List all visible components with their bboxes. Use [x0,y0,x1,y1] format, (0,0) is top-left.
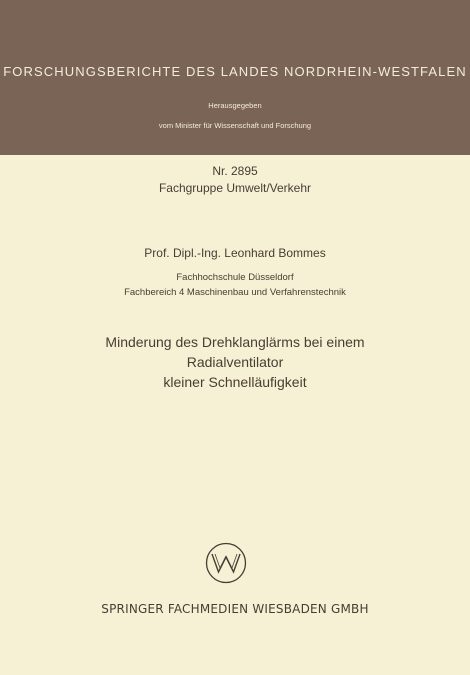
editor-label: Herausgegeben [208,101,262,110]
springer-w-logo-icon [205,542,247,584]
editor-name: vom Minister für Wissenschaft und Forschung [158,121,312,130]
title-line-1: Minderung des Drehklanglärms bei einem [105,334,365,350]
title-line-2: Radialventilator [186,354,284,370]
author-name: Prof. Dipl.-Ing. Leonhard Bommes [144,246,326,260]
publisher-name: SPRINGER FACHMEDIEN WIESBADEN GMBH [101,602,369,616]
subject-group: Fachgruppe Umwelt/Verkehr [158,181,312,195]
title-line-3: kleiner Schnelläufigkeit [163,374,307,390]
author-institution: Fachhochschule Düsseldorf [176,272,294,283]
header-band [0,0,470,155]
series-title: FORSCHUNGSBERICHTE DES LANDES NORDRHEIN-WESTFALEN [3,64,467,79]
report-number: Nr. 2895 [212,164,258,178]
author-department: Fachbereich 4 Maschinenbau und Verfahrenstechnik [124,287,346,298]
